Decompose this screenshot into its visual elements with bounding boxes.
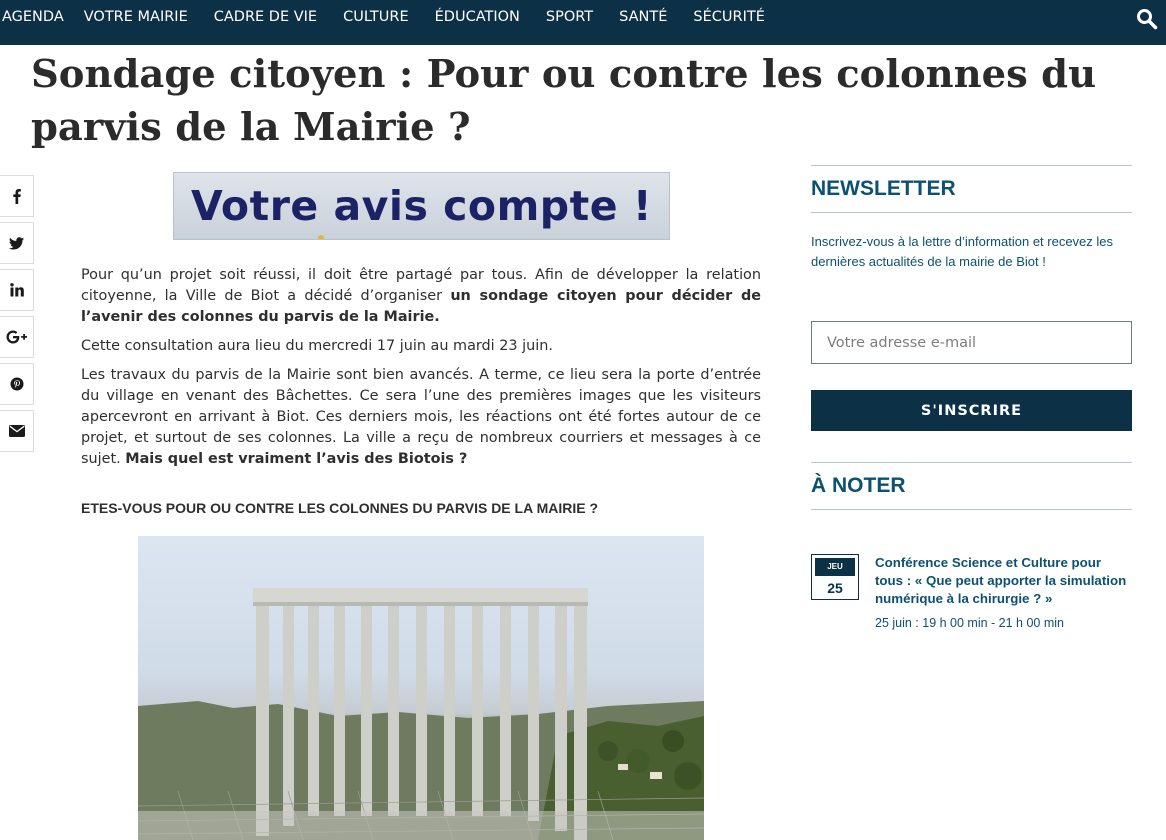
nav-item-securite[interactable]: SÉCURITÉ [693,8,765,25]
share-linkedin-button[interactable] [0,269,34,311]
parvis-colonnes-photo [138,536,704,840]
newsletter-widget [811,165,1132,431]
event-time: 25 juin : 19 h 00 min - 21 h 00 min [875,616,1065,630]
share-twitter-button[interactable] [0,222,34,264]
article-paragraph-context [81,365,761,470]
poll-question: ETES-VOUS POUR OU CONTRE LES COLONNES DU PARVIS DE LA MAIRIE ? [81,500,599,516]
intro-text: Pour qu’un projet soit réussi, il doit être partagé par tous. Afin de développer la relation citoyenne, la Ville de Biot a décidé d’organiser [81,267,761,304]
share-email-button[interactable] [0,410,34,452]
share-pinterest-button[interactable] [0,363,34,405]
nav-item-sante[interactable]: SANTÉ [619,8,668,25]
event-title-link[interactable]: Conférence Science et Culture pour tous : « Que peut apporter la simulation numérique à la chirurgie ? » [875,555,1127,606]
context-bold-text: Mais quel est vraiment l’avis des Biotois ? [125,451,468,467]
google-plus-icon [6,330,28,344]
top-navigation [0,0,1166,45]
nav-item-agenda[interactable]: AGENDA [2,8,64,25]
twitter-icon [9,237,24,250]
search-button[interactable] [1136,8,1158,30]
colonnes-illustration [138,536,704,840]
newsletter-email-input[interactable] [811,321,1132,364]
linkedin-icon [10,283,24,297]
event-date-badge [811,554,859,600]
page-title: Sondage citoyen : Pour ou contre les colonnes du parvis de la Mairie ? [31,52,1097,150]
pinterest-icon [10,377,24,391]
nav-item-sport[interactable]: SPORT [545,8,594,25]
subscribe-button[interactable]: S'INSCRIRE [811,390,1132,431]
share-facebook-button[interactable] [0,175,34,217]
main-menu [0,0,765,33]
event-day-number: 25 [827,580,843,596]
context-text: Les travaux du parvis de la Mairie sont bien avancés. A terme, ce lieu sera la porte d’entrée du village en venant des Bâchettes. Ce sera l’une des premières images que les visiteurs apercevront en arrivant à Biot. Ces derniers mois, les réactions ont été fortes autour de ce projet, et surtout de ses colonnes. La ville a reçu de nombreux courriers et messages à ce sujet. [81,367,761,467]
email-icon [9,425,25,437]
article-paragraph-dates: Cette consultation aura lieu du mercredi 17 juin au mardi 23 juin. [81,338,553,354]
nav-item-votre-mairie[interactable]: VOTRE MAIRIE [83,8,188,25]
nav-item-education[interactable]: ÉDUCATION [434,8,520,25]
event-day-of-week: JEU [815,558,855,576]
nav-item-cadre-de-vie[interactable]: CADRE DE VIE [213,8,318,25]
newsletter-title: NEWSLETTER [811,165,1132,213]
banner-text: Votre avis compte ! [190,182,653,230]
social-share-bar [0,175,34,457]
nav-item-culture[interactable]: CULTURE [343,8,409,25]
banner-accent-dot [318,235,324,240]
share-google-plus-button[interactable] [0,316,34,358]
newsletter-intro: Inscrivez-vous à la lettre d’information et recevez les dernières actualités de la mairie de Biot ! [811,234,1114,269]
article-paragraph-intro [81,265,761,328]
article-body [81,265,761,527]
facebook-icon [10,188,24,204]
search-icon [1136,8,1158,30]
agenda-title: À NOTER [811,462,1132,510]
votre-avis-banner [173,172,670,240]
intro-bold-text: un sondage citoyen pour décider de l’avenir des colonnes du parvis de la Mairie. [81,288,762,325]
agenda-widget [811,462,1132,510]
